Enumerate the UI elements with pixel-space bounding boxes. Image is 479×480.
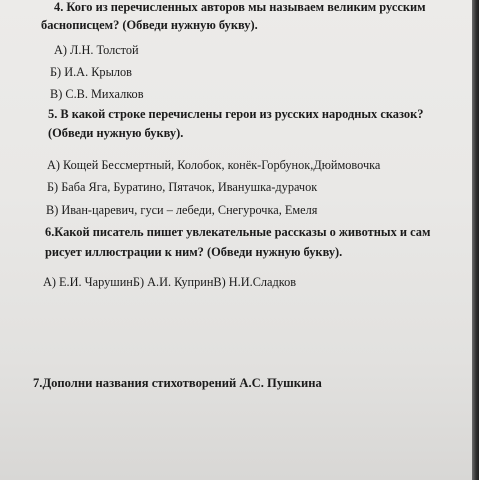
q4-text-line1: 4. Кого из перечисленных авторов мы называем великим русским (54, 0, 426, 14)
q6-text-line2: рисует иллюстрации к ним? (Обведи нужную букву). (45, 245, 343, 259)
q5-text-line2: (Обведи нужную букву). (48, 126, 184, 140)
q7-title: 7.Дополни названия стихотворений А.С. Пушкина (33, 376, 322, 390)
q5-option-c: В) Иван-царевич, гуси – лебеди, Снегурочка, Емеля (46, 203, 318, 217)
page-edge-shadow (472, 0, 479, 480)
q4-option-a: А) Л.Н. Толстой (54, 43, 139, 57)
q5-option-a: А) Кощей Бессмертный, Колобок, конёк-Горбунок,Дюймовочка (47, 158, 381, 172)
q5-option-b: Б) Баба Яга, Буратино, Пятачок, Иванушка-дурачок (47, 180, 318, 194)
q6-text-line1: 6.Какой писатель пишет увлекательные рассказы о животных и сам (45, 225, 431, 239)
q6-options: А) Е.И. ЧарушинБ) А.И. КупринВ) Н.И.Сладков (43, 275, 297, 289)
q4-text-line2: баснописцем? (Обведи нужную букву). (41, 18, 258, 32)
q5-text-line1: 5. В какой строке перечислены герои из русских народных сказок? (48, 107, 424, 121)
q4-option-b: Б) И.А. Крылов (50, 65, 132, 79)
q4-option-c: В) С.В. Михалков (50, 87, 144, 101)
